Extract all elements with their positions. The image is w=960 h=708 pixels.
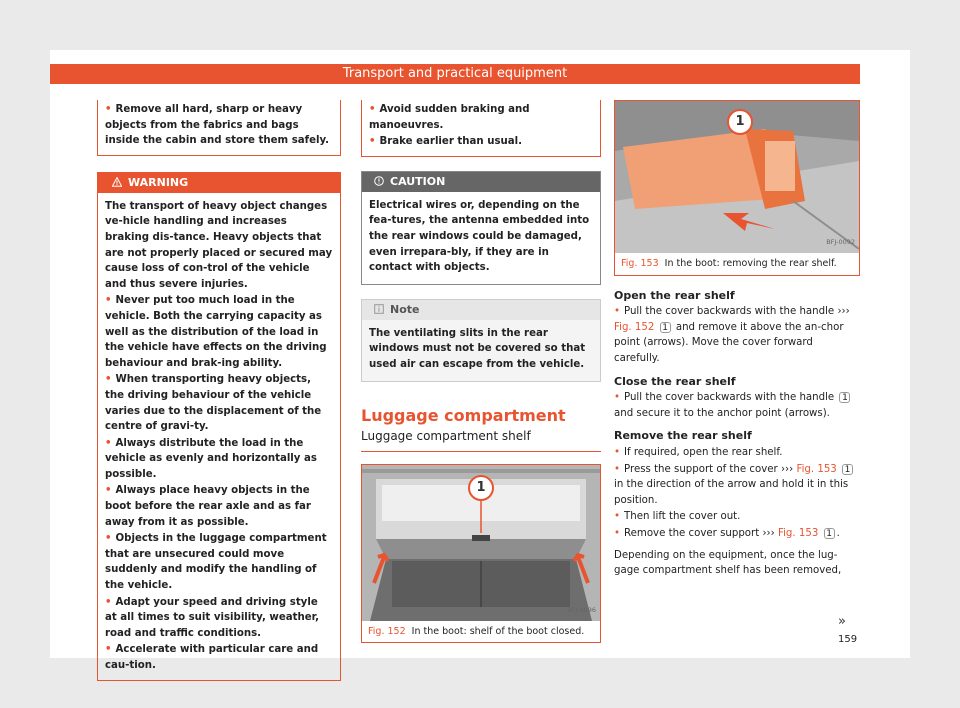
warning-intro: The transport of heavy object changes ve-hicle handling and increases braking dis-tance. Heavy objects that are not properly placed or secured may cause loss of con-trol of the vehicle and thus severe injuries.	[105, 200, 333, 290]
column-2	[361, 100, 601, 643]
note-text: The ventilating slits in the rear windows must not be covered so that used air can escape from the vehicle.	[369, 327, 586, 370]
figure-label: Fig. 152	[368, 625, 406, 637]
note-icon	[374, 304, 384, 314]
figure-caption-text: In the boot: removing the rear shelf.	[664, 258, 837, 269]
subsection-title: Luggage compartment shelf	[361, 429, 601, 452]
remove-shelf-step: • Remove the cover support ››› Fig. 153 1 .	[614, 527, 840, 539]
driving-bullets-box: • Avoid sudden braking and manoeuvres. • Brake earlier than usual.	[361, 100, 601, 157]
figure-caption	[615, 253, 859, 275]
intro-bullet-text: Remove all hard, sharp or heavy objects from the fabrics and bags inside the cabin and store them safely.	[105, 104, 330, 147]
open-shelf-heading: Open the rear shelf	[614, 288, 735, 302]
final-paragraph: Depending on the equipment, once the lug-gage compartment shelf has been removed,	[614, 549, 842, 577]
close-shelf-step: • Pull the cover backwards with the handle 1 and secure it to the anchor point (arrows).	[614, 390, 860, 421]
warning-bullet: When transporting heavy objects, the driving behaviour of the vehicle varies due to the displacement of the centre of gravi-ty.	[105, 374, 322, 433]
callout-1: 1	[468, 475, 494, 501]
warning-box: WARNING The transport of heavy object changes ve-hicle handling and increases braking dis-tance. Heavy objects that are not properly placed or secured may cause loss of con-trol of the vehicle and thus severe injuries. • Never put too much load in the vehicle. Both the carrying capacity as well as the distribution of the load in the vehicle have effects on the driving behaviour and brak-ing ability. • When transporting heavy objects, the driving behaviour of the vehicle varies due to the displacement of the centre of gravi-ty. • Always distribute the load in the vehicle as evenly and horizontally as possible. • Always place heavy objects in the boot before the rear axle and as far away from it as possible. • Objects in the luggage compartment that are unsecured could move suddenly and modify the handling of the vehicle. • Adapt your speed and driving style at all times to suit visibility, weather, road and traffic conditions. • Accelerate with particular care and cau-tion.	[97, 172, 341, 681]
driving-bullet: Avoid sudden braking and manoeuvres.	[369, 104, 530, 131]
caution-box	[361, 171, 601, 285]
caution-icon	[374, 176, 384, 186]
figure-link[interactable]: Fig. 153	[777, 527, 819, 539]
warning-bullet: Adapt your speed and driving style at all times to suit visibility, weather, road and traffic conditions.	[105, 596, 320, 639]
continue-icon: »	[838, 614, 846, 629]
callout-ref: 1	[660, 322, 671, 333]
close-shelf-heading: Close the rear shelf	[614, 374, 736, 388]
remove-shelf-heading: Remove the rear shelf	[614, 429, 752, 443]
figure-code: BFJ-0092	[826, 238, 855, 247]
figure-code: BFJ-0096	[567, 606, 596, 615]
callout-1: 1	[727, 109, 753, 135]
note-title: Note	[390, 302, 420, 316]
warning-icon	[112, 177, 122, 187]
callout-ref: 1	[824, 528, 835, 539]
remove-shelf-step: • If required, open the rear shelf.	[614, 446, 783, 458]
driving-bullet: Brake earlier than usual.	[379, 136, 523, 148]
figure-link[interactable]: Fig. 152	[614, 321, 655, 333]
column-3	[614, 100, 860, 579]
figure-caption	[362, 621, 600, 643]
caution-text: Electrical wires or, depending on the fea-tures, the antenna embedded into the rear windows could be damaged, even irrepara-bly, if they are in contact with objects.	[369, 199, 590, 274]
callout-ref: 1	[839, 392, 850, 403]
warning-header	[98, 173, 340, 193]
caution-title: CAUTION	[390, 174, 446, 188]
open-shelf-step: • Pull the cover backwards with the handle ››› Fig. 152 1 and remove it above the an-chor point (arrows). Move the cover forward carefully.	[614, 306, 850, 364]
intro-bullet-box	[97, 100, 341, 156]
bullet-icon: •	[105, 104, 112, 115]
remove-shelf-image	[615, 101, 859, 253]
warning-title: WARNING	[128, 175, 189, 189]
remove-shelf-step: • Then lift the cover out.	[614, 511, 741, 523]
page-header: Transport and practical equipment	[50, 64, 860, 84]
boot-shelf-image	[362, 465, 600, 621]
caution-header	[362, 172, 600, 192]
section-title: Luggage compartment	[361, 405, 566, 425]
callout-ref: 1	[842, 464, 853, 475]
note-header	[362, 300, 600, 320]
warning-bullet: Always place heavy objects in the boot before the rear axle and as far away from it as possible.	[105, 485, 311, 528]
warning-bullet: Never put too much load in the vehicle. Both the carrying capacity as well as the distribution of the load in the vehicle have effects on the driving behaviour and brak-ing ability.	[105, 295, 327, 369]
column-1	[97, 100, 341, 681]
figure-caption-text: In the boot: shelf of the boot closed.	[411, 625, 585, 637]
figure-label: Fig. 153	[621, 258, 659, 269]
figure-153	[614, 100, 860, 276]
page-number: 159	[838, 634, 858, 645]
warning-bullet: Objects in the luggage compartment that are unsecured could move suddenly and modify the handling of the vehicle.	[105, 533, 327, 592]
note-box	[361, 299, 601, 382]
warning-bullet: Always distribute the load in the vehicle as evenly and horizontally as possible.	[105, 437, 317, 480]
remove-shelf-step: • Press the support of the cover ››› Fig. 153 1 in the direction of the arrow and hold it in this position.	[614, 462, 860, 509]
figure-link[interactable]: Fig. 153	[796, 463, 837, 475]
figure-152	[361, 464, 601, 644]
warning-bullet: Accelerate with particular care and cau-tion.	[105, 644, 319, 671]
